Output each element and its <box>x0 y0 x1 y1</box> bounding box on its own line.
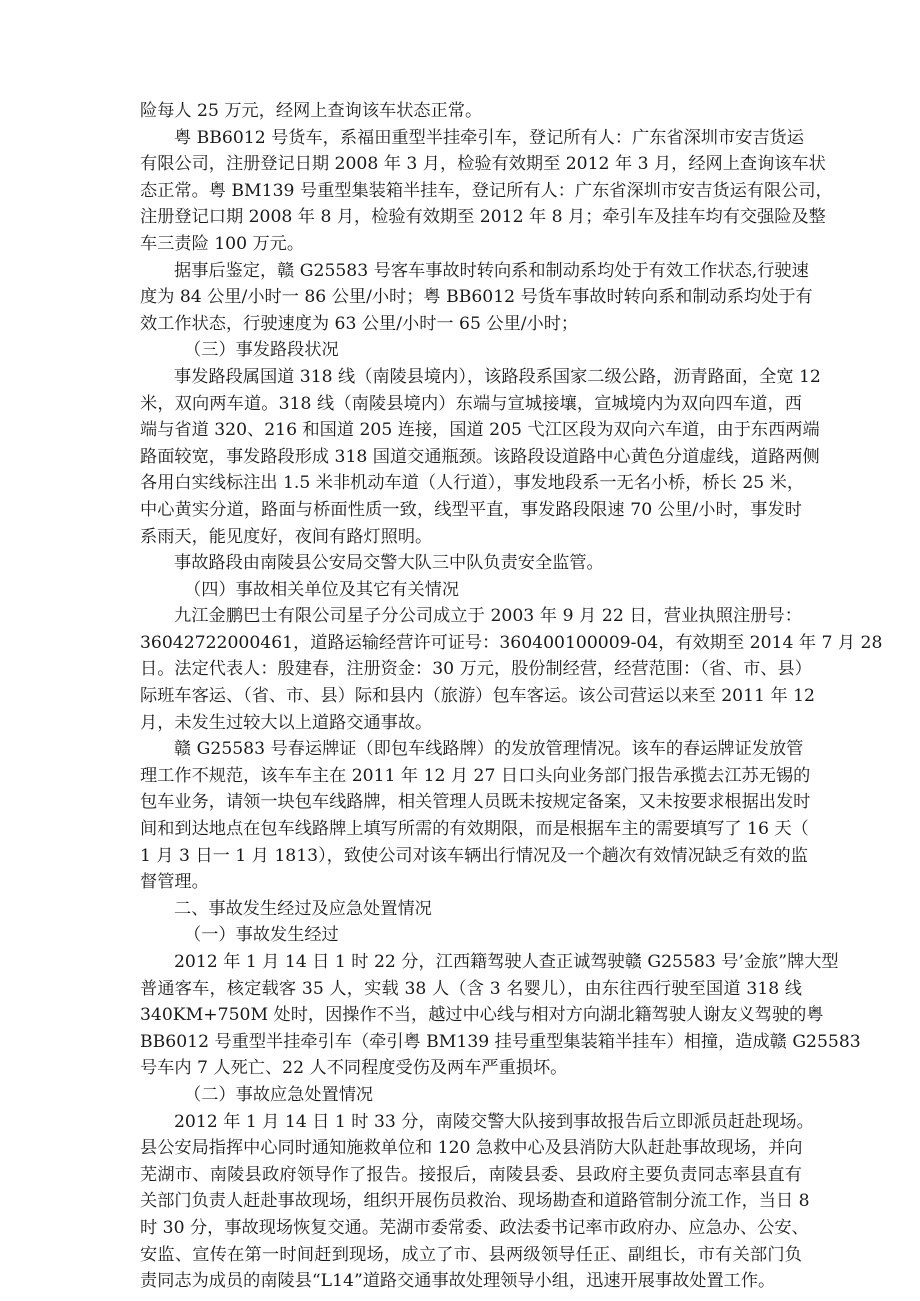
text-line: 险每人 25 万元，经网上查询该车状态正常。 <box>140 101 483 121</box>
text-line: 系雨天，能见度好，夜间有路灯照明。 <box>140 526 433 547</box>
text-line: 340KM+750M 处时，因操作不当，越过中心线与相对方向湖北籍驾驶人谢友义驾驶的粤 <box>140 1005 824 1026</box>
text-line: 号车内 7 人死亡、22 人不同程度受伤及两车严重损坏。 <box>140 1058 568 1079</box>
section-heading: 二、事故发生经过及应急处置情况 <box>174 898 432 919</box>
text-line: 路面较宽，事发路段形成 318 国道交通瓶颈。该路段设道路中心黄色分道虚线，道路两侧 <box>140 446 820 467</box>
text-line: 36042722000461，道路运输经营许可证号：360400100009-04，有效期至 2014 年 7 月 28 <box>140 632 883 653</box>
section-subheading: （三）事发路段状况 <box>184 340 339 361</box>
text-line: 米，双向两车道。318 线（南陵县境内）东端与宣城接壤，宣城境内为双向四车道，西 <box>140 393 802 414</box>
text-line: 包车业务，请领一块包车线路牌，相关管理人员既未按规定备案，又未按要求根据出发时 <box>140 792 811 813</box>
section-subheading: （一）事故发生经过 <box>184 925 339 946</box>
text-line: 事发路段属国道 318 线（南陵县境内），该路段系国家二级公路，沥青路面，全宽 12 <box>174 366 821 387</box>
text-line: 月，未发生过较大以上道路交通事故。 <box>140 712 433 733</box>
text-line: 效工作状态，行驶速度为 63 公里/小时一 65 公里/小时； <box>140 313 579 334</box>
text-line: 事故路段由南陵县公安局交警大队三中队负责安全监管。 <box>174 553 604 574</box>
text-line: 间和到达地点在包车线路牌上填写所需的有效期限，而是根据车主的需要填写了 16 天（ <box>140 819 809 840</box>
text-line: 县公安局指挥中心同时通知施救单位和 120 急救中心及县消防大队赶赴事故现场，并向 <box>140 1138 803 1159</box>
text-line: 九江金鹏巴士有限公司星子分公司成立于 2003 年 9 月 22 日，营业执照注册号： <box>174 606 802 627</box>
text-line: 理工作不规范，该车车主在 2011 年 12 月 27 日口头向业务部门报告承揽去江苏无锡的 <box>140 765 811 786</box>
text-line: 日。法定代表人：殷建春，注册资金：30 万元，股份制经营，经营范围：（省、市、县） <box>140 659 812 680</box>
text-line: 车三责险 100 万元。 <box>140 233 305 254</box>
text-line: 2012 年 1 月 14 日 1 时 22 分，江西籍驾驶人查正诚驾驶赣 G25583 号’金旅”牌大型 <box>174 952 839 972</box>
section-subheading: （四）事故相关单位及其它有关情况 <box>184 579 460 600</box>
text-line: 各用白实线标注出 1.5 米非机动车道（人行道），事发地段系一无名小桥，桥长 25 米， <box>140 473 805 494</box>
text-line: 有限公司，注册登记日期 2008 年 3 月，检验有效期至 2012 年 3 月，经网上查询该车状 <box>140 154 826 175</box>
text-line: 督管理。 <box>140 872 209 893</box>
text-line: BB6012 号重型半挂牵引车（牵引粤 BM139 挂号重型集装箱半挂车）相撞，造成赣 G25583 <box>140 1031 861 1052</box>
document-page <box>140 98 883 1295</box>
text-line: 1 月 3 日一 1 月 1813），致使公司对该车辆出行情况及一个趟次有效情况缺乏有效的监 <box>140 845 808 866</box>
text-line: 安监、宣传在第一时间赶到现场，成立了市、县两级领导任正、副组长，市有关部门负 <box>140 1244 802 1265</box>
text-line: 赣 G25583 号春运牌证（即包车线路牌）的发放管理情况。该车的春运牌证发放管 <box>174 739 804 760</box>
text-line: 粤 BB6012 号货车，系福田重型半挂牵引车，登记所有人：广东省深圳市安吉货运 <box>174 127 804 148</box>
text-line: 2012 年 1 月 14 日 1 时 33 分，南陵交警大队接到事故报告后立即派员赶赴现场。 <box>174 1111 814 1132</box>
text-line: 注册登记口期 2008 年 8 月，检验有效期至 2012 年 8 月；牵引车及挂车均有交强险及整 <box>140 207 826 228</box>
text-line: 芜湖市、南陵县政府领导作了报告。接报后，南陵县委、县政府主要负责同志率县直有 <box>140 1164 802 1185</box>
text-line: 态正常。粤 BM139 号重型集装箱半挂车，登记所有人：广东省深圳市安吉货运有限公司， <box>140 180 833 201</box>
text-line: 际班车客运、（省、市、县）际和县内（旅游）包车客运。该公司营运以来至 2011 年 12 <box>140 686 815 707</box>
section-subheading: （二）事故应急处置情况 <box>184 1084 374 1105</box>
text-line: 端与省道 320、216 和国道 205 连接，国道 205 弋江区段为双向六车道，由于东西两端 <box>140 420 820 441</box>
text-line: 度为 84 公里/小时一 86 公里/小时；粤 BB6012 号货车事故时转向系和制动系均处于有 <box>140 287 813 308</box>
text-line: 中心黄实分道，路面与桥面性质一致，线型平直，事发路段限速 70 公里/小时，事发时 <box>140 499 802 520</box>
text-line: 关部门负责人赶赴事故现场，组织开展伤员救治、现场勘查和道路管制分流工作，当日 8 <box>140 1191 810 1212</box>
text-line: 责同志为成员的南陵县“L14”道路交通事故处理领导小组，迅速开展事故处置工作。 <box>140 1271 776 1292</box>
text-line: 普通客车，核定载客 35 人，实载 38 人（含 3 名婴儿），由东往西行驶至国道 318 线 <box>140 978 802 999</box>
text-line: 据事后鉴定，赣 G25583 号客车事故时转向系和制动系均处于有效工作状态,行驶速 <box>174 260 809 281</box>
text-line: 时 30 分，事故现场恢复交通。芜湖市委常委、政法委书记率市政府办、应急办、公安、 <box>140 1217 809 1238</box>
